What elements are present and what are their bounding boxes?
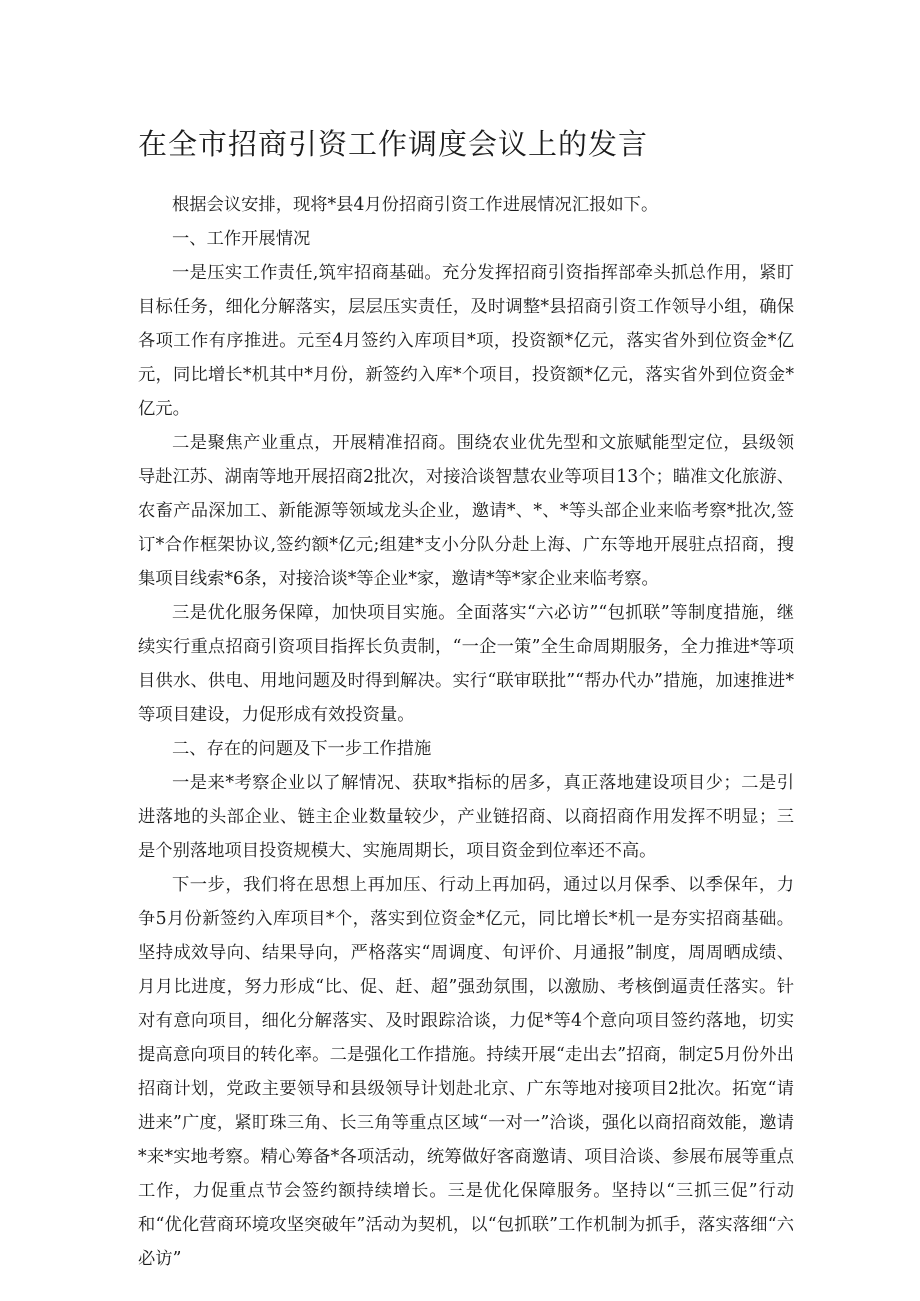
document-title: 在全市招商引资工作调度会议上的发言 bbox=[138, 127, 649, 161]
body-paragraph: 三是优化服务保障，加快项目实施。全面落实“六必访”“包抓联”等制度措施，继续实行重点招商引资项目指挥长负责制，“一企一策”全生命周期服务，全力推进*等项目供水、供电、用地问题及时得到解决。实行“联审联批”“帮办代办”措施，加速推进*等项目建设，力促形成有效投资量。 bbox=[138, 603, 794, 725]
body-paragraph: 一是压实工作责任,筑牢招商基础。充分发挥招商引资指挥部牵头抓总作用，紧盯目标任务，细化分解落实，层层压实责任，及时调整*县招商引资工作领导小组，确保各项工作有序推进。元至4月签约入库项目*项，投资额*亿元，落实省外到位资金*亿元，同比增长*机其中*月份，新签约入库*个项目，投资额*亿元，落实省外到位资金*亿元。 bbox=[138, 263, 794, 419]
section-heading-2: 二、存在的问题及下一步工作措施 bbox=[172, 739, 432, 759]
section-heading-1: 一、工作开展情况 bbox=[172, 229, 311, 249]
document-page bbox=[138, 124, 794, 1276]
intro-paragraph: 根据会议安排，现将*县4月份招商引资工作进展情况汇报如下。 bbox=[172, 195, 659, 215]
body-paragraph: 一是来*考察企业以了解情况、获取*指标的居多，真正落地建设项目少；二是引进落地的头部企业、链主企业数量较少，产业链招商、以商招商作用发挥不明显；三是个别落地项目投资规模大、实施周期长，项目资金到位率还不高。 bbox=[138, 773, 794, 861]
body-paragraph: 下一步，我们将在思想上再加压、行动上再加码，通过以月保季、以季保年，力争5月份新签约入库项目*个，落实到位资金*亿元，同比增长*机一是夯实招商基础。坚持成效导向、结果导向，严格落实“周调度、旬评价、月通报”制度，周周晒成绩、月月比进度，努力形成“比、促、赶、超”强劲氛围，以激励、考核倒逼责任落实。针对有意向项目，细化分解落实、及时跟踪洽谈，力促*等4个意向项目签约落地，切实提高意向项目的转化率。二是强化工作措施。持续开展“走出去”招商，制定5月份外出招商计划，党政主要领导和县级领导计划赴北京、广东等地对接项目2批次。拓宽“请进来”广度，紧盯珠三角、长三角等重点区域“一对一”洽谈，强化以商招商效能，邀请*来*实地考察。精心筹备*各项活动，统筹做好客商邀请、项目洽谈、参展布展等重点工作，力促重点节会签约额持续增长。三是优化保障服务。坚持以“三抓三促”行动和“优化营商环境攻坚突破年”活动为契机，以“包抓联”工作机制为抓手，落实落细“六必访” bbox=[138, 875, 794, 1269]
body-paragraph: 二是聚焦产业重点，开展精准招商。围绕农业优先型和文旅赋能型定位，县级领导赴江苏、湖南等地开展招商2批次，对接洽谈智慧农业等项目13个；瞄准文化旅游、农畜产品深加工、新能源等领域龙头企业，邀请*、*、*等头部企业来临考察*批次,签订*合作框架协议,签约额*亿元;组建*支小分队分赴上海、广东等地开展驻点招商，搜集项目线索*6条，对接洽谈*等企业*家，邀请*等*家企业来临考察。 bbox=[138, 433, 794, 589]
